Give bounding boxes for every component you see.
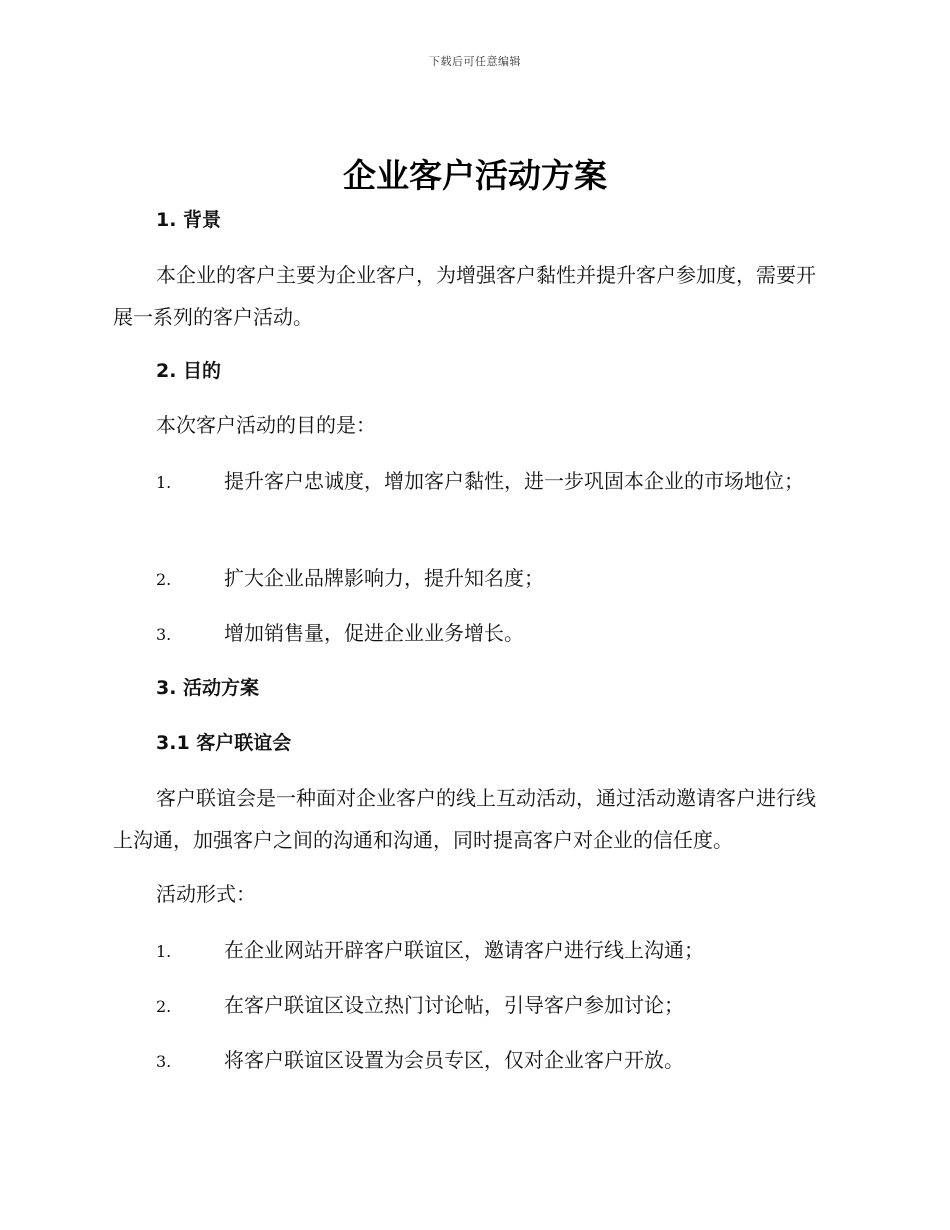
form-label: 活动形式：: [156, 882, 256, 906]
form-list-item: [113, 984, 831, 1028]
list-text: 将客户联谊区设置为会员专区，仅对企业客户开放。: [224, 1048, 684, 1072]
page-header-note: 下载后可任意编辑: [429, 55, 521, 68]
purpose-list-item: [113, 612, 831, 656]
list-text: 在客户联谊区设立热门讨论帖，引导客户参加讨论；: [224, 993, 684, 1017]
section-heading-plan: 3. 活动方案: [156, 677, 260, 699]
document-title: 企业客户活动方案: [343, 156, 607, 195]
list-number: 3.: [156, 1052, 172, 1071]
list-text: 提升客户忠诚度，增加客户黏性，进一步巩固本企业的市场地位；: [224, 469, 804, 493]
list-text: 扩大企业品牌影响力，提升知名度；: [224, 566, 544, 590]
purpose-intro: 本次客户活动的目的是：: [156, 413, 376, 437]
list-text: 增加销售量，促进企业业务增长。: [224, 621, 524, 645]
section-heading-purpose: 2. 目的: [156, 360, 222, 382]
list-number: 2.: [156, 570, 172, 589]
subsection-heading-social: 3.1 客户联谊会: [156, 732, 292, 754]
section-heading-background: 1. 背景: [156, 209, 222, 231]
form-list-item: [113, 1039, 831, 1083]
list-number: 1.: [156, 942, 172, 961]
background-paragraph: 本企业的客户主要为企业客户，为增强客户黏性并提升客户参加度，需要开展一系列的客户活动。: [113, 263, 816, 329]
purpose-list-item: [113, 460, 831, 504]
form-list-item: [113, 929, 831, 973]
list-number: 2.: [156, 997, 172, 1016]
list-text: 在企业网站开辟客户联谊区，邀请客户进行线上沟通；: [224, 938, 704, 962]
purpose-list-item: [113, 557, 831, 601]
social-paragraph: 客户联谊会是一种面对企业客户的线上互动活动，通过活动邀请客户进行线上沟通，加强客户之间的沟通和沟通，同时提高客户对企业的信任度。: [113, 786, 816, 852]
list-number: 1.: [156, 473, 172, 492]
list-number: 3.: [156, 625, 172, 644]
